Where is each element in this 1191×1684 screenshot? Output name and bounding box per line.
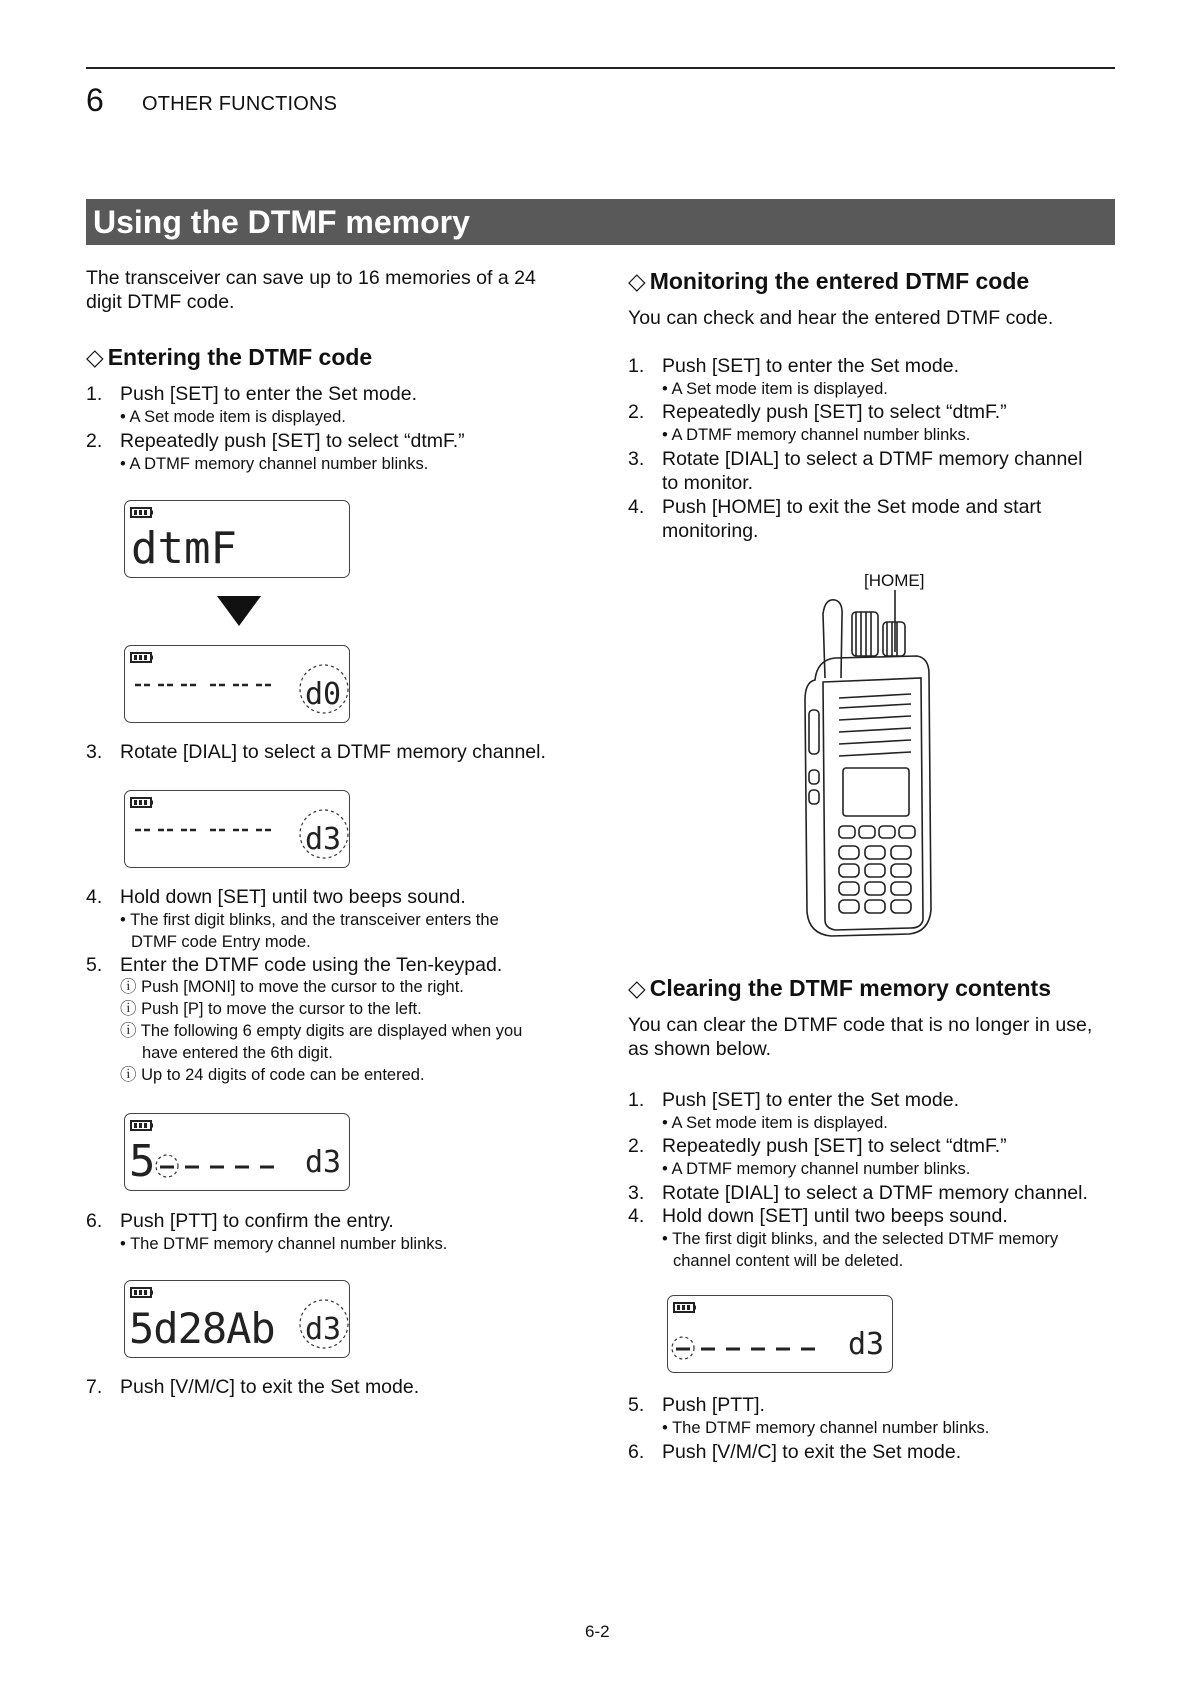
monitoring-step-4: 4. Push [HOME] to exit the Set mode and start xyxy=(628,496,1042,518)
entering-step-2: 2. Repeatedly push [SET] to select “dtmF.” xyxy=(86,430,465,452)
page-number: 6-2 xyxy=(585,1622,610,1641)
entering-heading: ◇ Entering the DTMF code xyxy=(86,344,373,370)
lcd-channel-d3: d3 xyxy=(305,1312,342,1347)
intro-line-1: The transceiver can save up to 16 memories of a 24 xyxy=(86,267,536,289)
lcd-entry-digit: 5 xyxy=(129,1136,156,1187)
tip-2: ⓘ Push [P] to move the cursor to the left. xyxy=(120,1000,422,1018)
entering-step-1-note: • A Set mode item is displayed. xyxy=(120,408,346,426)
diamond-icon: ◇ xyxy=(628,975,646,1001)
tip-3-cont: have entered the 6th digit. xyxy=(142,1044,333,1062)
clearing-step-5: 5. Push [PTT]. xyxy=(628,1394,765,1416)
monitoring-step-2-note: • A DTMF memory channel number blinks. xyxy=(662,426,971,444)
intro-line-2: digit DTMF code. xyxy=(86,291,235,313)
clearing-step-2: 2. Repeatedly push [SET] to select “dtmF.” xyxy=(628,1135,1007,1157)
lcd-channel-d0: d0 xyxy=(305,677,342,712)
lcd-display-d3 xyxy=(124,790,350,868)
info-icon: ⓘ xyxy=(120,978,137,996)
tip-1: ⓘ Push [MONI] to move the cursor to the right. xyxy=(120,978,464,996)
monitoring-step-4-cont: monitoring. xyxy=(662,520,759,542)
home-callout-label: [HOME] xyxy=(864,571,925,590)
info-icon: ⓘ xyxy=(120,1066,137,1084)
tip-3: ⓘ The following 6 empty digits are displayed when you xyxy=(120,1022,523,1040)
lcd-display-entry xyxy=(124,1113,350,1191)
info-icon: ⓘ xyxy=(120,1022,137,1040)
entering-step-5: 5. Enter the DTMF code using the Ten-keypad. xyxy=(86,954,503,976)
battery-icon xyxy=(131,1121,153,1130)
clearing-step-4-note-2: channel content will be deleted. xyxy=(673,1252,904,1270)
entering-step-7: 7. Push [V/M/C] to exit the Set mode. xyxy=(86,1376,420,1398)
lcd-code: 5d28Ab xyxy=(129,1304,275,1353)
header-rule xyxy=(86,67,1115,69)
monitoring-intro: You can check and hear the entered DTMF code. xyxy=(628,307,1054,329)
monitoring-step-3-cont: to monitor. xyxy=(662,472,754,494)
clearing-step-1-note: • A Set mode item is displayed. xyxy=(662,1114,888,1132)
section-banner xyxy=(86,199,1115,245)
lcd-display-cleared xyxy=(667,1295,893,1373)
clearing-intro-2: as shown below. xyxy=(628,1038,772,1060)
tip-4: ⓘ Up to 24 digits of code can be entered. xyxy=(120,1066,425,1084)
clearing-step-5-note: • The DTMF memory channel number blinks. xyxy=(662,1419,990,1437)
clearing-step-4-note-1: • The first digit blinks, and the selected DTMF memory xyxy=(662,1230,1059,1248)
diamond-icon: ◇ xyxy=(628,268,646,294)
lcd-channel-d3: d3 xyxy=(305,822,342,857)
lcd-display-d0 xyxy=(124,645,350,723)
info-icon: ⓘ xyxy=(120,1000,137,1018)
clearing-step-3: 3. Rotate [DIAL] to select a DTMF memory channel. xyxy=(628,1182,1088,1204)
clearing-step-4: 4. Hold down [SET] until two beeps sound. xyxy=(628,1205,1008,1227)
entering-step-6: 6. Push [PTT] to confirm the entry. xyxy=(86,1210,394,1232)
battery-icon xyxy=(674,1303,696,1312)
transceiver-illustration xyxy=(795,590,945,940)
lcd-text-dtmf: dtmF xyxy=(131,523,237,574)
clearing-heading: ◇ Clearing the DTMF memory contents xyxy=(628,975,1051,1001)
clearing-intro-1: You can clear the DTMF code that is no longer in use, xyxy=(628,1014,1093,1036)
entering-step-3: 3. Rotate [DIAL] to select a DTMF memory channel. xyxy=(86,741,546,763)
diamond-icon: ◇ xyxy=(86,344,104,370)
entering-step-2-note: • A DTMF memory channel number blinks. xyxy=(120,455,429,473)
monitoring-step-1: 1. Push [SET] to enter the Set mode. xyxy=(628,355,959,377)
battery-icon xyxy=(131,508,153,517)
chapter-number: 6 xyxy=(86,82,104,118)
entering-step-6-note: • The DTMF memory channel number blinks. xyxy=(120,1235,448,1253)
battery-icon xyxy=(131,798,153,807)
down-arrow-icon xyxy=(217,596,261,626)
monitoring-heading: ◇ Monitoring the entered DTMF code xyxy=(628,268,1030,294)
battery-icon xyxy=(131,1288,153,1297)
lcd-display-dtmf xyxy=(124,500,350,578)
lcd-channel-d3: d3 xyxy=(848,1327,885,1362)
clearing-step-6: 6. Push [V/M/C] to exit the Set mode. xyxy=(628,1441,962,1463)
monitoring-step-2: 2. Repeatedly push [SET] to select “dtmF.” xyxy=(628,401,1007,423)
monitoring-step-3: 3. Rotate [DIAL] to select a DTMF memory channel xyxy=(628,448,1083,470)
entering-step-1: 1. Push [SET] to enter the Set mode. xyxy=(86,383,417,405)
entering-step-4-note-2: DTMF code Entry mode. xyxy=(131,933,311,951)
battery-icon xyxy=(131,653,153,662)
entering-step-4: 4. Hold down [SET] until two beeps sound. xyxy=(86,886,466,908)
lcd-channel-d3: d3 xyxy=(305,1145,342,1180)
chapter-title: OTHER FUNCTIONS xyxy=(142,93,338,115)
monitoring-step-1-note: • A Set mode item is displayed. xyxy=(662,380,888,398)
entering-step-4-note-1: • The first digit blinks, and the transceiver enters the xyxy=(120,911,499,929)
clearing-step-2-note: • A DTMF memory channel number blinks. xyxy=(662,1160,971,1178)
clearing-step-1: 1. Push [SET] to enter the Set mode. xyxy=(628,1089,959,1111)
lcd-display-code xyxy=(124,1280,350,1358)
section-title: Using the DTMF memory xyxy=(93,204,470,240)
